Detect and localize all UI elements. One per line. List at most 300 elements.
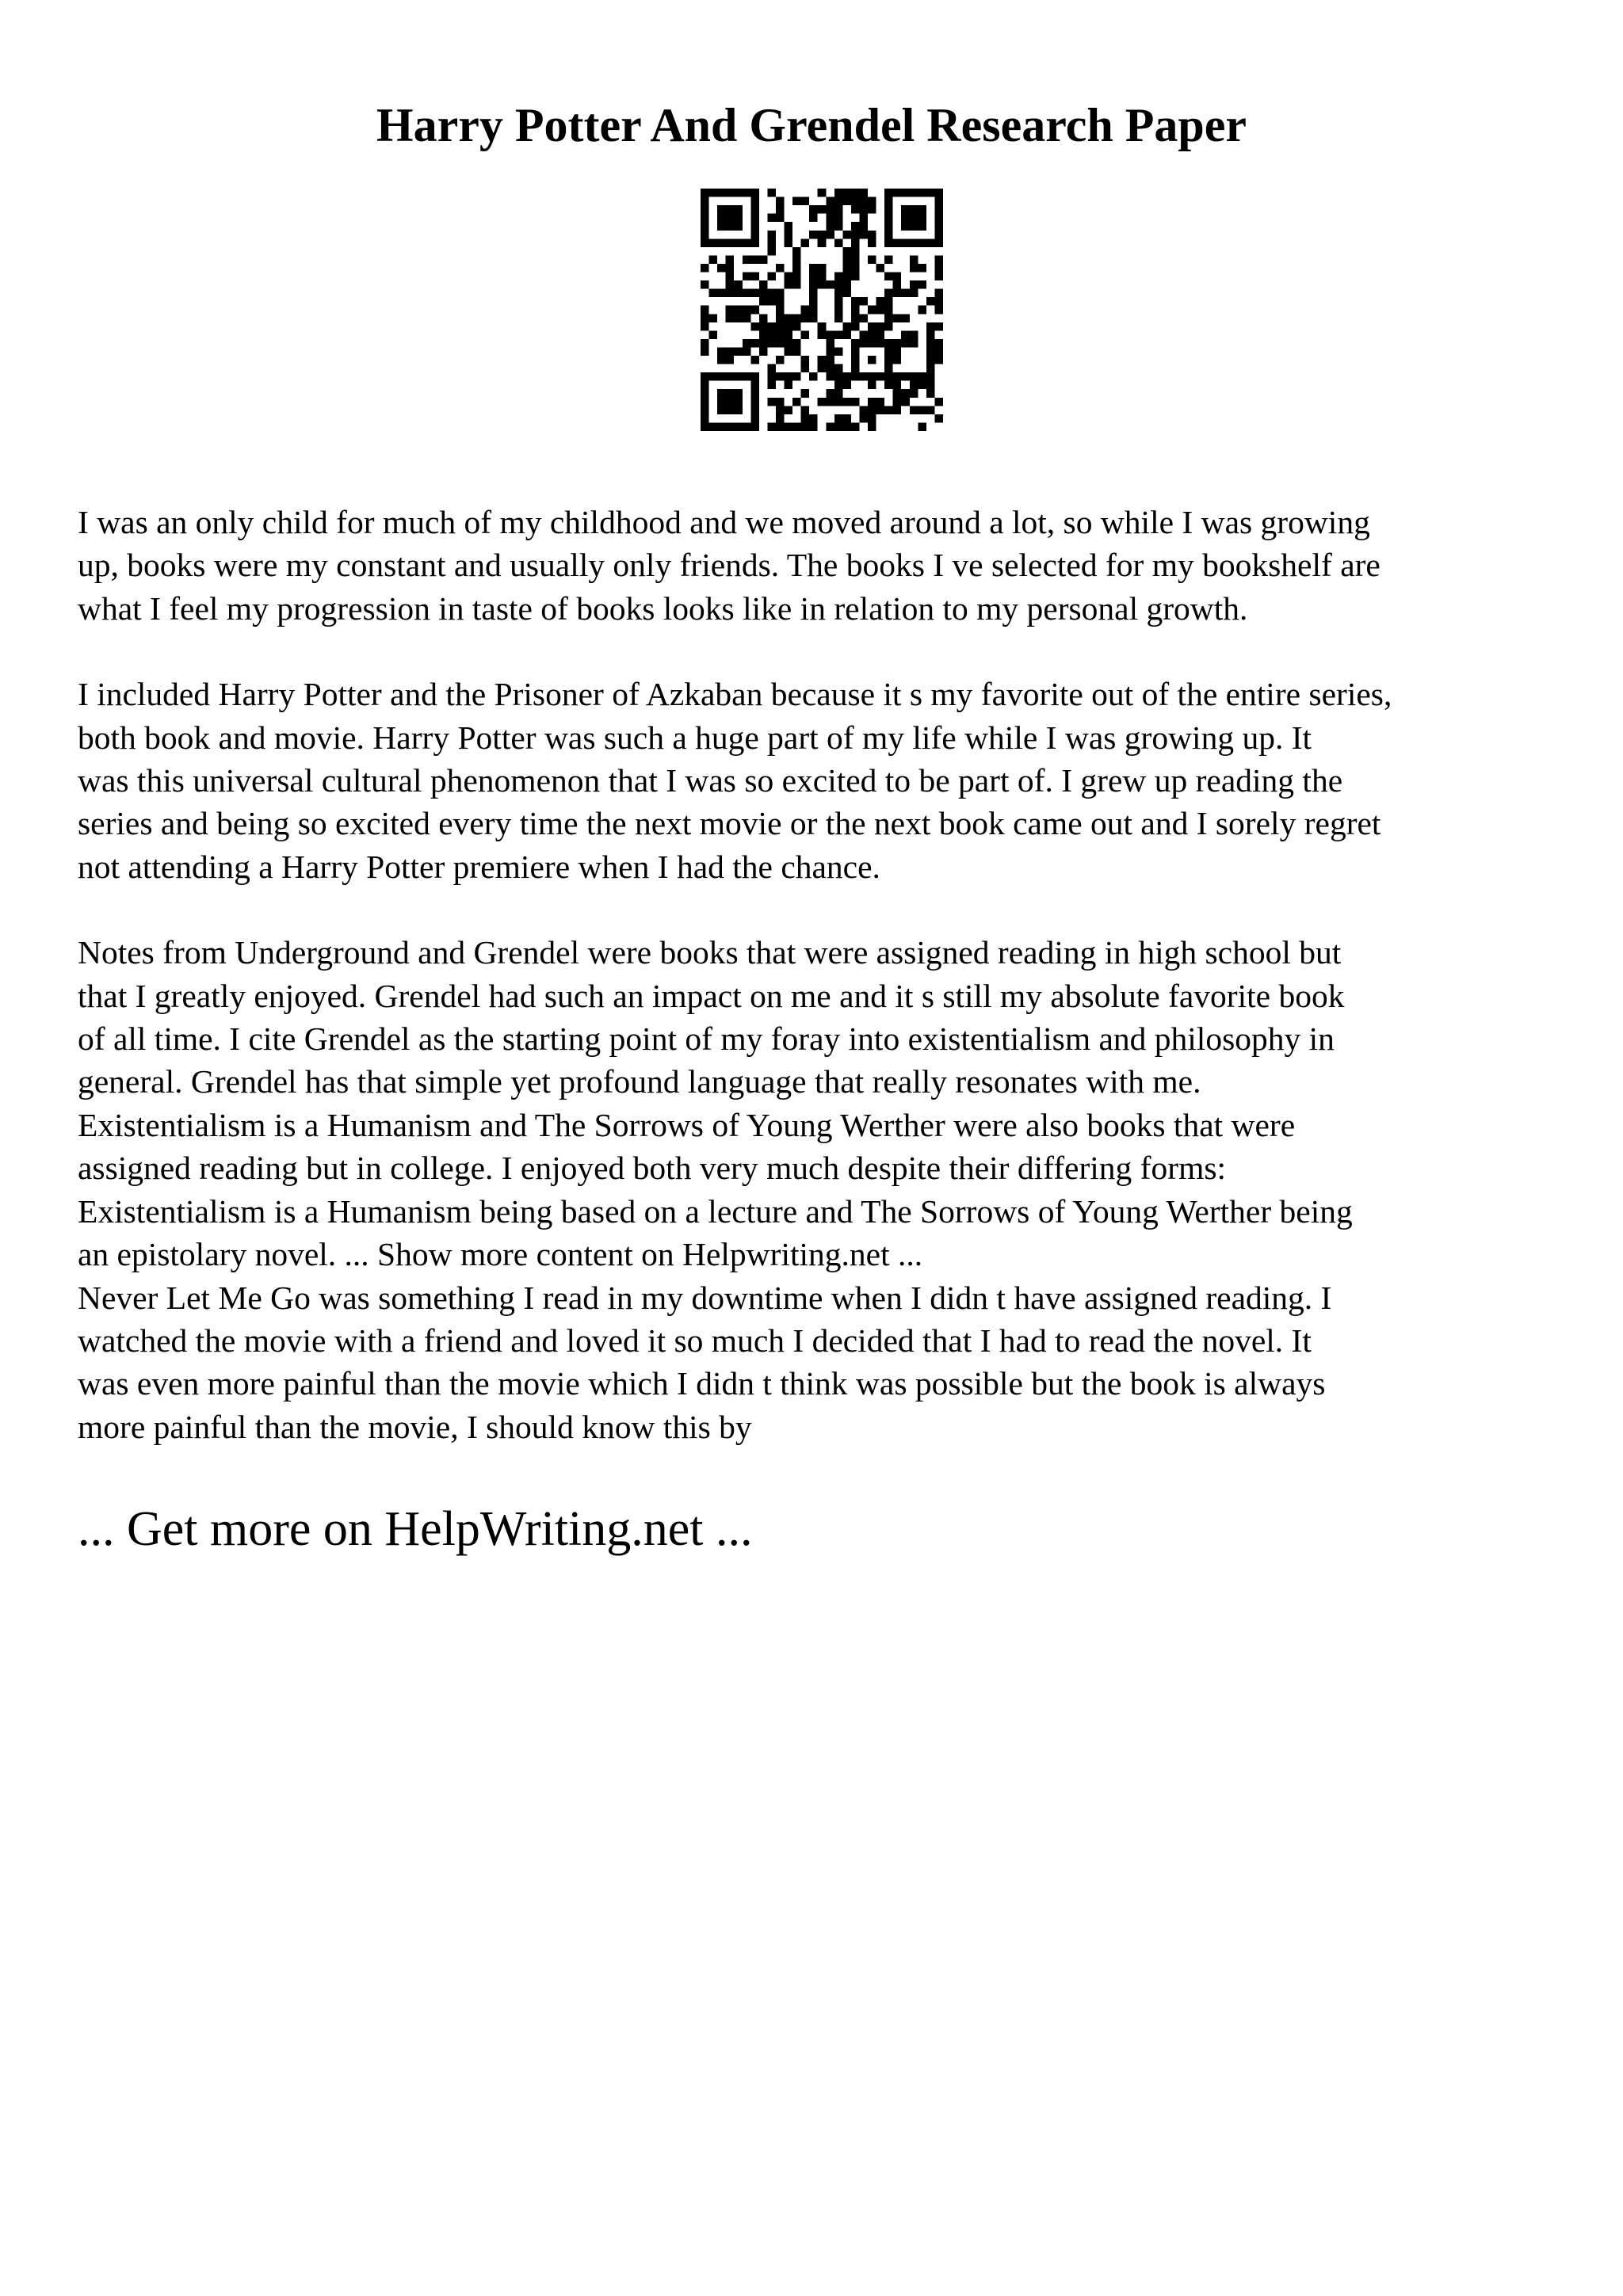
qr-module (859, 330, 868, 339)
qr-module (785, 322, 793, 331)
qr-module (767, 238, 776, 247)
qr-module (734, 214, 743, 223)
qr-module (934, 222, 943, 231)
qr-module (743, 422, 751, 431)
qr-module (842, 231, 851, 239)
paragraph-line: watched the movie with a friend and loved it so much I decided that I had to read the novel. It (78, 1322, 1312, 1359)
qr-module (868, 339, 876, 348)
qr-module (834, 414, 843, 423)
qr-module (893, 372, 902, 381)
qr-module (859, 372, 868, 381)
qr-module (826, 205, 834, 214)
qr-module (834, 280, 843, 289)
qr-module (884, 314, 893, 322)
qr-module (826, 214, 834, 223)
paragraph-line: I included Harry Potter and the Prisoner of Azkaban because it s my favorite out of the entire series, (78, 676, 1392, 713)
qr-module (926, 364, 935, 373)
qr-module (767, 289, 776, 298)
qr-module (709, 422, 718, 431)
qr-module (792, 322, 801, 331)
qr-module (918, 238, 926, 247)
qr-module (818, 322, 827, 331)
qr-module (926, 356, 935, 364)
qr-module (809, 280, 818, 289)
qr-module (859, 297, 868, 306)
qr-module (842, 372, 851, 381)
qr-module (776, 330, 785, 339)
qr-module (868, 238, 876, 247)
paragraph-gap (78, 630, 1568, 673)
qr-module (701, 381, 709, 390)
qr-module (750, 197, 759, 206)
qr-module (893, 314, 902, 322)
qr-module (818, 273, 827, 281)
qr-module (776, 356, 785, 364)
qr-module (826, 339, 834, 348)
qr-module (734, 306, 743, 315)
qr-module (767, 339, 776, 348)
qr-module (934, 289, 943, 298)
qr-module (868, 356, 876, 364)
qr-module (868, 372, 876, 381)
qr-module (785, 339, 793, 348)
qr-module (734, 189, 743, 197)
qr-module (809, 205, 818, 214)
qr-module (750, 205, 759, 214)
qr-module (750, 231, 759, 239)
qr-module (826, 280, 834, 289)
qr-module (826, 330, 834, 339)
qr-module (792, 197, 801, 206)
qr-module (918, 222, 926, 231)
qr-module (717, 406, 726, 414)
qr-module (934, 231, 943, 239)
qr-module (767, 231, 776, 239)
qr-module (868, 398, 876, 406)
qr-module (785, 406, 793, 414)
qr-module (717, 238, 726, 247)
qr-module (851, 398, 860, 406)
qr-module (868, 231, 876, 239)
qr-module (717, 398, 726, 406)
qr-module (851, 238, 860, 247)
qr-module (834, 314, 843, 322)
qr-module (851, 255, 860, 264)
qr-module (884, 372, 893, 381)
qr-module (934, 273, 943, 281)
qr-module (792, 347, 801, 356)
qr-module (734, 372, 743, 381)
qr-module (851, 205, 860, 214)
qr-module (893, 189, 902, 197)
qr-module (884, 238, 893, 247)
qr-module (868, 381, 876, 390)
qr-module (842, 273, 851, 281)
qr-module (750, 289, 759, 298)
qr-module (910, 238, 918, 247)
qr-module (834, 273, 843, 281)
qr-module (910, 406, 918, 414)
qr-module (734, 389, 743, 398)
qr-module (893, 289, 902, 298)
qr-module (826, 364, 834, 373)
qr-module (876, 398, 885, 406)
qr-module (884, 273, 893, 281)
qr-module (726, 264, 735, 273)
qr-module (884, 322, 893, 331)
qr-module (884, 189, 893, 197)
qr-module (893, 398, 902, 406)
qr-module (776, 414, 785, 423)
qr-module (717, 189, 726, 197)
qr-module (792, 314, 801, 322)
qr-module (934, 339, 943, 348)
qr-module (785, 238, 793, 247)
qr-module (809, 306, 818, 315)
qr-module (893, 406, 902, 414)
qr-module (792, 280, 801, 289)
qr-module (901, 389, 910, 398)
qr-module (767, 214, 776, 223)
qr-module (709, 372, 718, 381)
qr-module (884, 406, 893, 414)
qr-module (910, 255, 918, 264)
qr-module (834, 189, 843, 197)
qr-module (893, 356, 902, 364)
qr-module (910, 214, 918, 223)
qr-module (818, 231, 827, 239)
qr-module (750, 214, 759, 223)
qr-module (726, 314, 735, 322)
qr-module (868, 255, 876, 264)
qr-module (767, 322, 776, 331)
qr-module (868, 322, 876, 331)
get-more-link[interactable]: ... Get more on HelpWriting.net ... (78, 1502, 753, 1556)
qr-module (851, 322, 860, 331)
qr-module (876, 406, 885, 414)
qr-module (859, 197, 868, 206)
qr-module (918, 406, 926, 414)
qr-module (776, 314, 785, 322)
qr-module (726, 356, 735, 364)
qr-module (934, 205, 943, 214)
qr-module (934, 214, 943, 223)
qr-module (934, 414, 943, 423)
paragraph-line: an epistolary novel. ... Show more content on Helpwriting.net ... (78, 1236, 923, 1273)
qr-module (726, 422, 735, 431)
qr-module (750, 306, 759, 315)
qr-module (934, 347, 943, 356)
qr-module (709, 330, 718, 339)
qr-module (818, 364, 827, 373)
paragraph-line: general. Grendel has that simple yet profound language that really resonates with me. (78, 1063, 1201, 1100)
qr-module (901, 222, 910, 231)
qr-module (818, 398, 827, 406)
qr-module (726, 347, 735, 356)
qr-module (910, 222, 918, 231)
qr-module (776, 297, 785, 306)
qr-module (884, 306, 893, 315)
qr-module (726, 372, 735, 381)
qr-module (834, 330, 843, 339)
qr-module (734, 406, 743, 414)
qr-module (792, 247, 801, 256)
qr-module (726, 389, 735, 398)
qr-module (818, 280, 827, 289)
qr-module (884, 356, 893, 364)
qr-module (717, 222, 726, 231)
qr-module (834, 381, 843, 390)
qr-module (884, 197, 893, 206)
qr-module (776, 406, 785, 414)
qr-module (901, 189, 910, 197)
qr-module (743, 339, 751, 348)
qr-module (750, 414, 759, 423)
qr-module (826, 372, 834, 381)
qr-module (884, 255, 893, 264)
qr-module (834, 222, 843, 231)
qr-module (876, 322, 885, 331)
qr-module (834, 238, 843, 247)
qr-module (801, 238, 810, 247)
qr-module (926, 339, 935, 348)
qr-module (701, 322, 709, 331)
qr-module (818, 356, 827, 364)
qr-module (792, 273, 801, 281)
qr-module (893, 381, 902, 390)
qr-module (851, 231, 860, 239)
qr-module (826, 197, 834, 206)
qr-module (809, 297, 818, 306)
qr-module (726, 222, 735, 231)
qr-module (717, 389, 726, 398)
paragraph-line: series and being so excited every time the next movie or the next book came out and I sorely regret (78, 805, 1381, 842)
qr-module (743, 273, 751, 281)
qr-module (910, 189, 918, 197)
qr-code-icon[interactable] (701, 189, 943, 431)
qr-module (734, 422, 743, 431)
qr-module (776, 398, 785, 406)
qr-module (726, 205, 735, 214)
qr-module (785, 231, 793, 239)
qr-module (842, 255, 851, 264)
qr-module (910, 289, 918, 298)
qr-module (934, 238, 943, 247)
qr-module (884, 297, 893, 306)
qr-module (801, 414, 810, 423)
qr-module (726, 214, 735, 223)
qr-module (734, 238, 743, 247)
qr-module (868, 306, 876, 315)
qr-module (709, 255, 718, 264)
qr-module (776, 205, 785, 214)
qr-module (876, 264, 885, 273)
qr-module (743, 347, 751, 356)
qr-module (701, 231, 709, 239)
qr-module (750, 322, 759, 331)
qr-module (876, 330, 885, 339)
qr-module (801, 330, 810, 339)
paragraph-line: I was an only child for much of my childhood and we moved around a lot, so while I was growing (78, 504, 1370, 540)
qr-module (884, 214, 893, 223)
qr-module (901, 339, 910, 348)
qr-module (717, 205, 726, 214)
qr-module (842, 422, 851, 431)
qr-module (734, 280, 743, 289)
qr-module (750, 422, 759, 431)
qr-module (750, 222, 759, 231)
qr-module (717, 214, 726, 223)
qr-module (743, 238, 751, 247)
qr-module (851, 364, 860, 373)
paragraph-line: Existentialism is a Humanism and The Sorrows of Young Werther were also books that were (78, 1106, 1296, 1143)
qr-module (834, 364, 843, 373)
qr-module (826, 356, 834, 364)
qr-module (701, 414, 709, 423)
qr-module (759, 322, 768, 331)
qr-module (851, 339, 860, 348)
qr-module (750, 406, 759, 414)
qr-module (926, 330, 935, 339)
qr-module (726, 289, 735, 298)
qr-module (876, 372, 885, 381)
qr-module (726, 398, 735, 406)
qr-module (884, 222, 893, 231)
qr-module (851, 314, 860, 322)
qr-module (701, 238, 709, 247)
qr-module (759, 280, 768, 289)
qr-module (926, 389, 935, 398)
qr-module (734, 222, 743, 231)
qr-module (750, 273, 759, 281)
qr-module (743, 289, 751, 298)
qr-module (809, 314, 818, 322)
qr-module (918, 264, 926, 273)
paragraph-line: both book and movie. Harry Potter was such a huge part of my life while I was growing up. It (78, 719, 1312, 756)
qr-code-graphic (701, 189, 943, 431)
qr-module (750, 398, 759, 406)
qr-module (926, 322, 935, 331)
qr-module (842, 247, 851, 256)
qr-module (859, 205, 868, 214)
qr-module (792, 264, 801, 273)
qr-module (767, 398, 776, 406)
qr-module (834, 347, 843, 356)
qr-module (876, 297, 885, 306)
qr-module (818, 264, 827, 273)
qr-module (818, 238, 827, 247)
qr-module (842, 381, 851, 390)
paragraph-line: that I greatly enjoyed. Grendel had such an impact on me and it s still my absolute favorite book (78, 977, 1345, 1014)
qr-module (818, 205, 827, 214)
qr-module (834, 197, 843, 206)
qr-module (934, 197, 943, 206)
qr-module (901, 238, 910, 247)
qr-module (859, 314, 868, 322)
qr-module (767, 364, 776, 373)
qr-module (893, 389, 902, 398)
paragraph-line: Notes from Underground and Grendel were books that were assigned reading in high school but (78, 934, 1342, 971)
qr-module (910, 205, 918, 214)
qr-module (934, 255, 943, 264)
paragraph-line: was this universal cultural phenomenon that I was so excited to be part of. I grew up reading the (78, 762, 1343, 799)
qr-module (785, 314, 793, 322)
qr-module (842, 330, 851, 339)
qr-module (934, 322, 943, 331)
qr-module (785, 372, 793, 381)
qr-module (859, 222, 868, 231)
qr-module (851, 247, 860, 256)
qr-module (701, 372, 709, 381)
qr-module (842, 280, 851, 289)
qr-module (910, 389, 918, 398)
qr-module (884, 364, 893, 373)
qr-module (884, 289, 893, 298)
qr-module (934, 264, 943, 273)
qr-module (826, 422, 834, 431)
qr-module (826, 347, 834, 356)
qr-module (801, 406, 810, 414)
qr-module (876, 306, 885, 315)
qr-module (701, 222, 709, 231)
qr-module (785, 273, 793, 281)
qr-module (901, 372, 910, 381)
qr-module (767, 381, 776, 390)
qr-module (842, 414, 851, 423)
qr-module (743, 189, 751, 197)
qr-module (834, 289, 843, 298)
document-title: Harry Potter And Grendel Research Paper (376, 99, 1247, 151)
qr-module (750, 356, 759, 364)
qr-module (926, 297, 935, 306)
qr-module (750, 189, 759, 197)
qr-module (801, 197, 810, 206)
qr-module (759, 314, 768, 322)
qr-module (726, 273, 735, 281)
paragraph-line: what I feel my progression in taste of books looks like in relation to my personal growth. (78, 589, 1248, 627)
qr-module (701, 280, 709, 289)
qr-module (918, 422, 926, 431)
qr-module (743, 372, 751, 381)
qr-module (767, 247, 776, 256)
qr-module (859, 231, 868, 239)
qr-module (893, 347, 902, 356)
qr-module (726, 406, 735, 414)
qr-module (809, 372, 818, 381)
qr-module (717, 356, 726, 364)
qr-module (842, 289, 851, 298)
qr-module (842, 264, 851, 273)
qr-module (868, 406, 876, 414)
qr-module (826, 398, 834, 406)
paragraph-grendel (78, 931, 1568, 1448)
qr-module (726, 306, 735, 315)
qr-module (834, 214, 843, 223)
qr-module (884, 231, 893, 239)
qr-module (750, 381, 759, 390)
qr-module (717, 264, 726, 273)
qr-module (901, 398, 910, 406)
qr-module (859, 339, 868, 348)
paragraph-line: more painful than the movie, I should know this by (78, 1408, 752, 1445)
qr-module (876, 339, 885, 348)
qr-module (851, 297, 860, 306)
qr-module (893, 339, 902, 348)
qr-module (767, 330, 776, 339)
qr-module (750, 372, 759, 381)
qr-module (801, 314, 810, 322)
qr-module (893, 273, 902, 281)
